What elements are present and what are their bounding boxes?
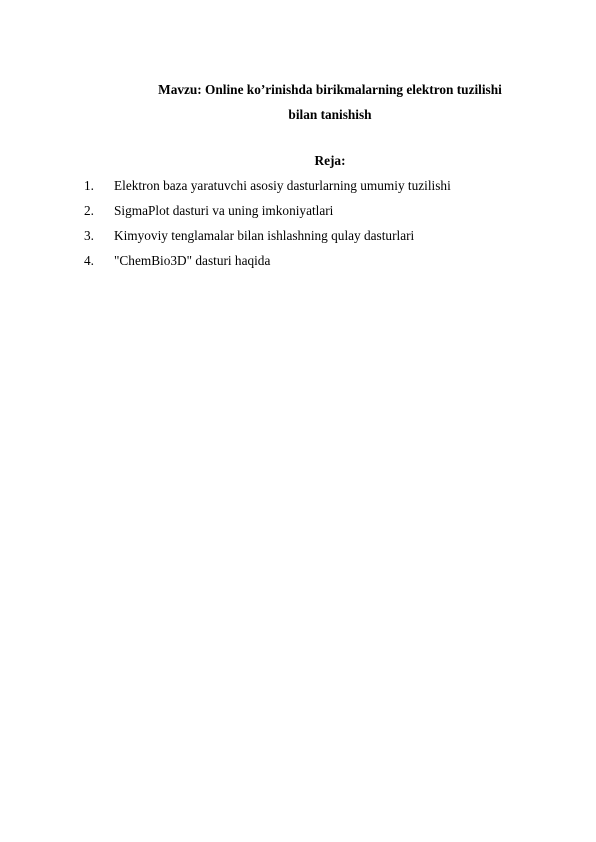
plan-item-4 bbox=[84, 253, 564, 269]
plan-item-number: 3. bbox=[84, 228, 94, 243]
title-line-1: Mavzu: Online ko’rinishda birikmalarning elektron tuzilishi bbox=[158, 82, 502, 97]
plan-item-1 bbox=[84, 178, 564, 194]
plan-item-number: 4. bbox=[84, 253, 94, 268]
plan-item-text: Kimyoviy tenglamalar bilan ishlashning qulay dasturlari bbox=[114, 228, 415, 243]
plan-item-text: "ChemBio3D" dasturi haqida bbox=[114, 253, 271, 268]
plan-item-3 bbox=[84, 228, 564, 244]
plan-list bbox=[84, 178, 564, 278]
plan-item-number: 2. bbox=[84, 203, 94, 218]
title-line-2: bilan tanishish bbox=[288, 107, 372, 122]
plan-item-2 bbox=[84, 203, 564, 219]
plan-item-text: SigmaPlot dasturi va uning imkoniyatlari bbox=[114, 203, 334, 218]
plan-heading: Reja: bbox=[314, 153, 346, 168]
plan-item-text: Elektron baza yaratuvchi asosiy dasturlarning umumiy tuzilishi bbox=[114, 178, 451, 193]
plan-item-number: 1. bbox=[84, 178, 94, 193]
